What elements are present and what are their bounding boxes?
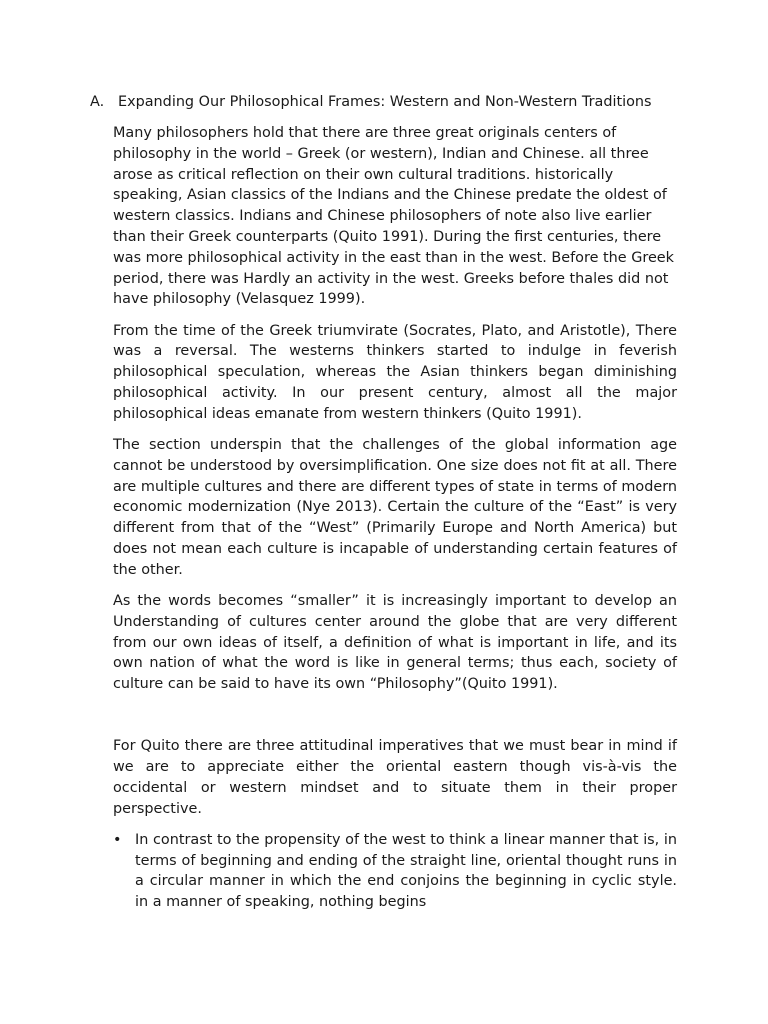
- section-body: [113, 123, 677, 913]
- paragraph-reversal: From the time of the Greek triumvirate (Socrates, Plato, and Aristotle), There was a reversal. The westerns thinkers started to indulge in feverish philosophical speculation, whereas the Asian thinkers began diminishing philosophical activity. In our present century, almost all the major philosophical ideas emanate from western thinkers (Quito 1991).: [113, 322, 677, 422]
- paragraph-origins: Many philosophers hold that there are three great originals centers of philosophy in the world – Greek (or western), Indian and Chinese. all three arose as critical reflection on their own cultural traditions. historically speaking, Asian classics of the Indians and the Chinese predate the oldest of western classics. Indians and Chinese philosophers of note also live earlier than their Greek counterparts (Quito 1991). During the first centuries, there was more philosophical activity in the east than in the west. Before the Greek period, there was Hardly an activity in the west. Greeks before thales did not have philosophy (Velasquez 1999).: [113, 125, 674, 308]
- bullet-mark: •: [113, 831, 122, 848]
- section-heading: [90, 92, 690, 113]
- paragraph-smaller-world: As the words becomes “smaller” it is increasingly important to develop an Understanding of cultures center around the globe that are very different from our own ideas of itself, a definition of what is important in life, and its own nation of what the word is like in general terms; thus each, society of culture can be said to have its own “Philosophy”(Quito 1991).: [113, 592, 677, 693]
- section-marker: A.: [90, 94, 105, 110]
- section-title: Expanding Our Philosophical Frames: Western and Non-Western Traditions: [118, 94, 652, 110]
- bullet-item: [113, 830, 677, 913]
- paragraph-imperatives: For Quito there are three attitudinal imperatives that we must bear in mind if we are to appreciate either the oriental eastern though vis-à-vis the occidental or western mindset and to situate them in their proper perspective.: [113, 738, 677, 817]
- paragraph-gap: [113, 705, 677, 736]
- paragraph-global-age: The section underspin that the challenges of the global information age cannot be understood by oversimplification. One size does not fit at all. There are multiple cultures and there are different types of state in terms of modern economic modernization (Nye 2013). Certain the culture of the “East” is very different from that of the “West” (Primarily Europe and North America) but does not mean each culture is incapable of understanding certain features of the other.: [113, 436, 677, 578]
- bullet-text: In contrast to the propensity of the west to think a linear manner that is, in terms of beginning and ending of the straight line, oriental thought runs in a circular manner in which the end conjoins the beginning in cyclic style. in a manner of speaking, nothing begins: [135, 831, 677, 911]
